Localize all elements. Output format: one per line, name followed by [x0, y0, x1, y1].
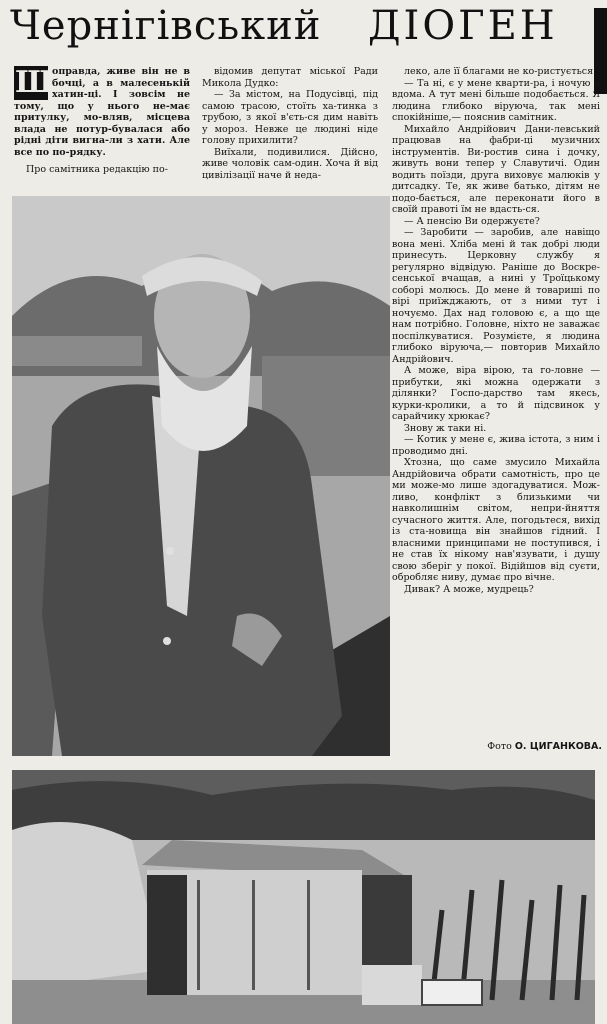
article-column-3: [392, 66, 600, 756]
article-paragraph: — Та ні, є у мене кварти-ра, і ночую я вдома. А тут мені більше подобається. Я людина глибоко віруюча, так мені спокійніше,— пояснив самітник.: [392, 77, 600, 123]
hut-photo-drawing: [12, 770, 595, 1024]
article-paragraph: — Котик у мене є, жива істота, з ним і проводимо дні.: [392, 434, 600, 457]
headline-right: ДІОГЕН: [368, 3, 558, 49]
article-paragraph: — За містом, на Подусівці, під самою трасою, стоїть ха-тинка з трубою, з якої в'єть-ся дим навіть у мороз. Невже це людині ніде голову прихилити?: [202, 89, 378, 146]
article-paragraph: — А пенсію Ви одержуєте?: [404, 215, 540, 227]
photo-credit-prefix: Фото: [487, 741, 512, 752]
photo-credit-author: О. ЦИГАНКОВА.: [514, 741, 602, 752]
article-paragraph: Знову ж таки ні.: [404, 422, 487, 434]
drop-cap: Щ: [15, 66, 54, 100]
portrait-photo: [12, 196, 390, 756]
article-paragraph: Виїхали, подивилися. Дійсно, живе чоловік сам-один. Хоча й від цивілізації наче й неда-: [202, 146, 378, 181]
article-paragraph: леко, але її благами не ко-ристується.: [404, 66, 597, 77]
article-paragraph: Про самітника редакцію по-: [26, 164, 168, 175]
article-paragraph: Михайло Андрійович Дани-левський працював на фабри-ці музичних інструментів. Ви-ростив сина і дочку, живуть вони тепер у Славутичі. Один водить поїзди, друга виховує малюків у дитсадку. Те, як живе батько, дітям не подо-бається, але переконати його в своїй правоті їм не вдасть-ся.: [392, 123, 600, 215]
photo-credit: [392, 741, 602, 753]
article-paragraph: Дивак? А може, мудрець?: [404, 583, 534, 595]
article-column-1: [14, 66, 190, 180]
portrait-photo-drawing: [12, 196, 390, 756]
headline-left: Чернігівський: [10, 3, 322, 49]
article-paragraph: відомив депутат міської Ради Микола Дудко:: [202, 66, 378, 89]
article-lead: оправда, живе він не в бочці, а в малесенькій хатин-ці. І зовсім не тому, що у нього не-має притулку, мо-вляв, місцева влада не потур-бувалася або рідні діти вигна-ли з хати. Але все по по-рядку.: [14, 66, 190, 158]
hut-photo: [12, 770, 595, 1024]
article-paragraph: Хтозна, що саме змусило Михайла Андрійовича обрати самотність, про це ми може-мо лише здогадуватися. Мож-ливо, конфлікт з близькими чи навколишнім світом, непри-йняття сучасного життя. Але, погодьтеся, вихід із ста-новища він знайшов гідний. І власними принципами не поступився, і не став їх нікому нав'язувати, і душу свою зберіг у покої. Відійшов від суєти, обробляє ниву, думає про вічне.: [392, 457, 600, 583]
article-paragraph: — Заробити — заробив, але навіщо вона мені. Хліба мені й так добрі люди принесуть. Церковну службу я регулярно відвідую. Раніше до Воскре-сенської вчащав, а нині у Троїцькому соборі молюсь. До мене й товариші по вірі приїжджають, от з ними тут і ночуємо. Дах над головою є, а що ще нам потрібно. Головне, ніхто не заважає поспілкуватися. Розумієте, я людина глибоко віруюча,— повторив Михайло Андрійович.: [392, 227, 600, 365]
article-column-2: [202, 66, 378, 182]
article-paragraph: А може, віра вірою, та го-ловне — прибутки, які можна одержати з ділянки? Госпо-дарство там якесь, курки-кролики, а то й підсвинок у сарайчику хрюкає?: [392, 365, 600, 422]
